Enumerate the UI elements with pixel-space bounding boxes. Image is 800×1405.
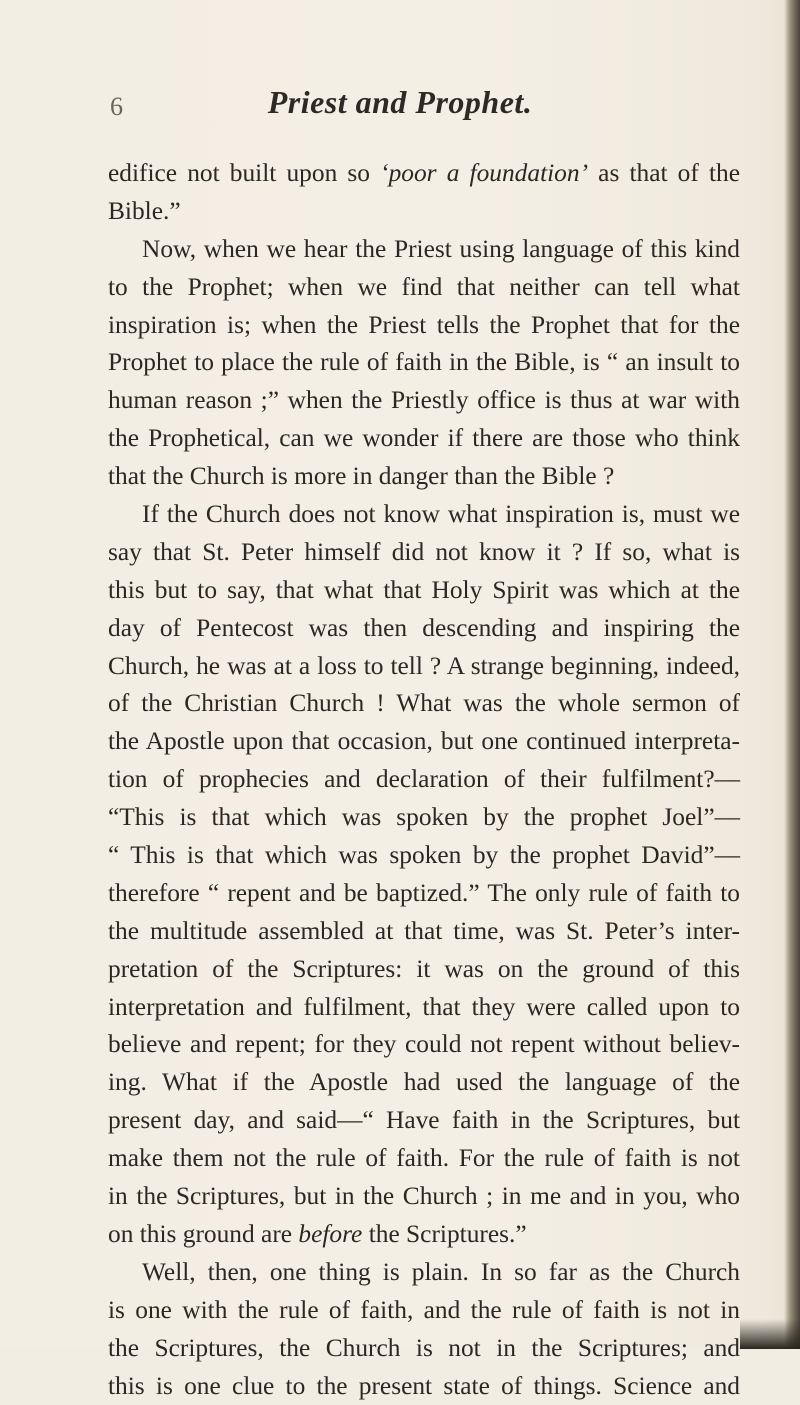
text-line-16: the Apostle upon that occasion, but one continued interpreta- bbox=[108, 723, 740, 761]
emphasis-before: before bbox=[298, 1220, 362, 1248]
text-line-27: make them not the rule of faith. For the rule of faith is not bbox=[108, 1140, 740, 1178]
running-title: Priest and Prophet. bbox=[0, 84, 800, 121]
text-line-23: interpretation and fulfilment, that they were called upon to bbox=[108, 989, 740, 1027]
text-line-14: Church, he was at a loss to tell ? A strange beginning, indeed, bbox=[108, 648, 740, 686]
text-line-26: present day, and said—“ Have faith in the Scriptures, but bbox=[108, 1102, 740, 1140]
text-line-22: pretation of the Scriptures: it was on the ground of this bbox=[108, 951, 740, 989]
text-line-5: inspiration is; when the Priest tells the Prophet that for the bbox=[108, 307, 740, 345]
corner-shadow bbox=[740, 1319, 800, 1349]
text-line-10: If the Church does not know what inspiration is, must we bbox=[108, 496, 740, 534]
text-line-9: that the Church is more in danger than the Bible ? bbox=[108, 458, 740, 496]
text-line-11: say that St. Peter himself did not know it ? If so, what is bbox=[108, 534, 740, 572]
binding-shadow bbox=[784, 0, 800, 1349]
text-line-20: therefore “ repent and be baptized.” The only rule of faith to bbox=[108, 875, 740, 913]
text-line-4: to the Prophet; when we find that neither can tell what bbox=[108, 269, 740, 307]
text-line-30: Well, then, one thing is plain. In so far as the Church bbox=[108, 1254, 740, 1292]
text-line-3: Now, when we hear the Priest using language of this kind bbox=[108, 231, 740, 269]
text-line-18: “This is that which was spoken by the prophet Joel”— bbox=[108, 799, 740, 837]
text-line-17: tion of prophecies and declaration of their fulfilment?— bbox=[108, 761, 740, 799]
text-line-2: Bible.” bbox=[108, 193, 740, 231]
text-line-32: the Scriptures, the Church is not in the Scriptures; and bbox=[108, 1330, 740, 1368]
text-line-21: the multitude assembled at that time, was St. Peter’s inter- bbox=[108, 913, 740, 951]
text-line-12: this but to say, that what that Holy Spirit was which at the bbox=[108, 572, 740, 610]
page-header bbox=[0, 92, 800, 132]
text-line-29: on this ground are before the Scriptures.” bbox=[108, 1216, 740, 1254]
text-line-6: Prophet to place the rule of faith in the Bible, is “ an insult to bbox=[108, 344, 740, 382]
body-text bbox=[108, 155, 740, 1405]
text-line-28: in the Scriptures, but in the Church ; in me and in you, who bbox=[108, 1178, 740, 1216]
text-line-7: human reason ;” when the Priestly office is thus at war with bbox=[108, 382, 740, 420]
text-line-24: believe and repent; for they could not repent without believ- bbox=[108, 1026, 740, 1064]
text-line-33: this is one clue to the present state of things. Science and bbox=[108, 1368, 740, 1405]
text-line-19: “ This is that which was spoken by the prophet David”— bbox=[108, 837, 740, 875]
text-line-1: edifice not built upon so ‘poor a foundation’ as that of the bbox=[108, 155, 740, 193]
text-line-25: ing. What if the Apostle had used the language of the bbox=[108, 1064, 740, 1102]
text-line-13: day of Pentecost was then descending and inspiring the bbox=[108, 610, 740, 648]
emphasis-poor-foundation: ‘poor a foundation’ bbox=[380, 159, 588, 187]
text-line-8: the Prophetical, can we wonder if there are those who think bbox=[108, 420, 740, 458]
page-number: 6 bbox=[110, 92, 123, 122]
text-line-15: of the Christian Church ! What was the whole sermon of bbox=[108, 685, 740, 723]
text-line-31: is one with the rule of faith, and the rule of faith is not in bbox=[108, 1292, 740, 1330]
